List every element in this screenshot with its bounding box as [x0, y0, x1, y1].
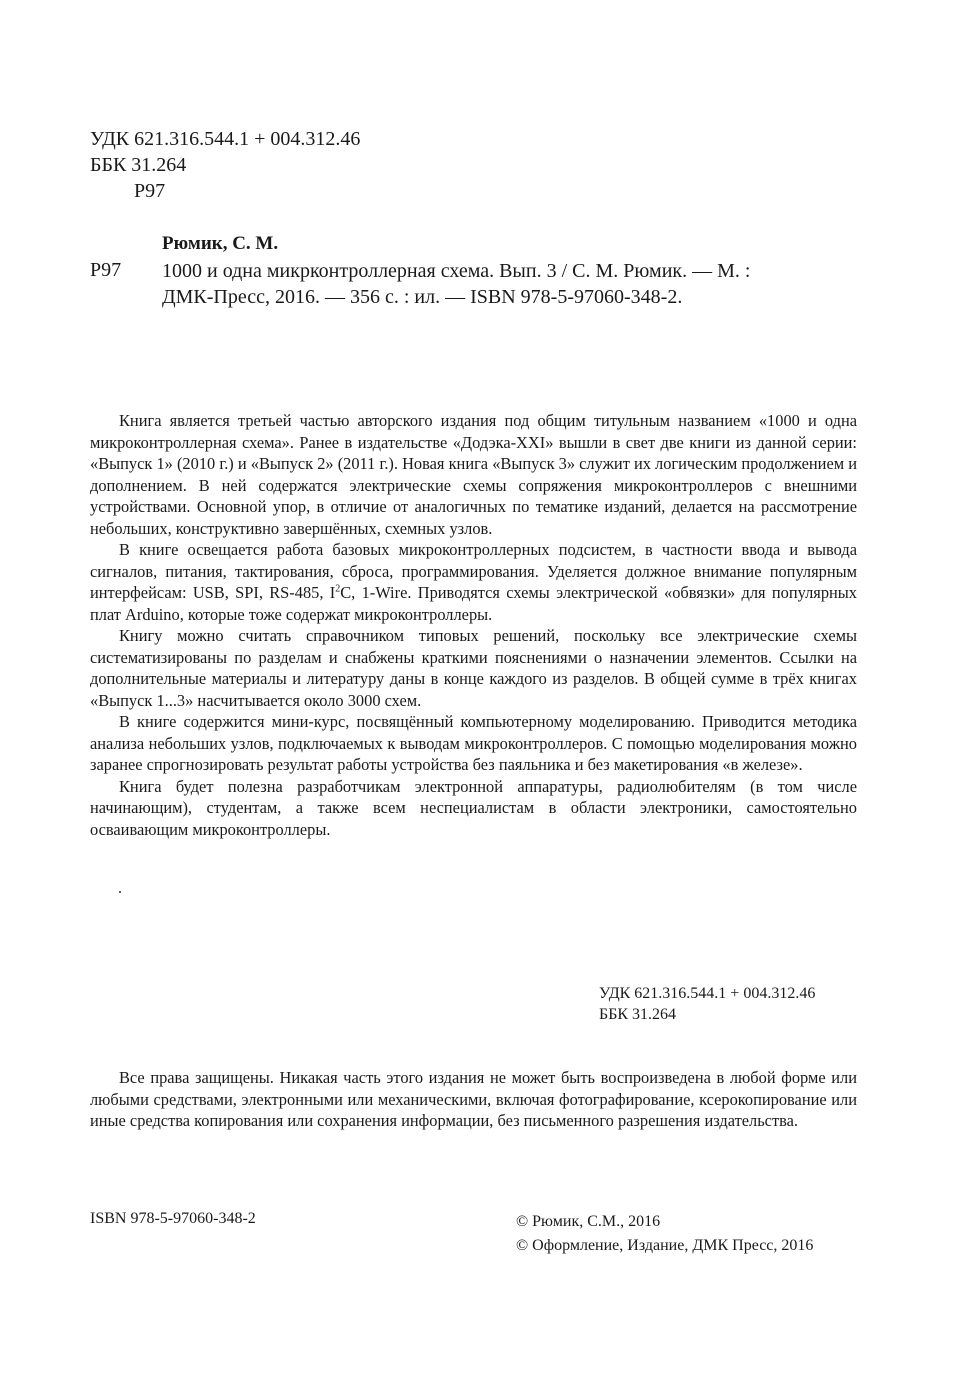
annotation-text: В книге освещается работа базовых микроконтроллерных подсистем, в частности ввода и вывода сигналов, питания, тактирования, сброса, программирования. Уделяется должное внимание популярным интерфейсам: USB, SPI, RS-485, I — [90, 540, 857, 602]
copyright-block — [516, 1210, 813, 1258]
author-name: Рюмик, С. М. — [162, 233, 279, 254]
annotation — [90, 410, 857, 840]
biblio-line-1: 1000 и одна микрконтроллерная схема. Вып. 3 / С. М. Рюмик. — М. : — [162, 260, 751, 282]
superscript: 2 — [335, 583, 341, 595]
author-mark-left: Р97 — [90, 259, 122, 281]
annotation-paragraph: Книга является третьей частью авторского издания под общим титульным названием «1000 и одна микроконтроллерная схема». Ранее в издательстве «Додэка-XXI» вышли в свет две книги из данной серии: «Выпуск 1» (2010 г.) и «Выпуск 2» (2011 г.). Новая книга «Выпуск 3» служит их логическим продолжением и дополнением. В ней содержатся электрические схемы сопряжения микроконтроллеров с внешними устройствами. Основной упор, в отличие от аналогичных по тематике изданий, делается на рассмотрение небольших, конструктивно завершённых, схемных узлов. — [90, 411, 857, 538]
classification-codes-bottom — [599, 983, 815, 1025]
annotation-paragraph: Книгу можно считать справочником типовых решений, поскольку все электрические схемы систематизированы по разделам и снабжены краткими пояснениями о назначении элементов. Ссылки на дополнительные материалы и литературу даны в конце каждого из разделов. В общей сумме в трёх книгах «Выпуск 1...3» насчитывается около 3000 схем. — [90, 626, 857, 710]
stray-dot: . — [118, 880, 122, 897]
biblio-line-2: ДМК-Пресс, 2016. — 356 с. : ил. — ISBN 978-5-97060-348-2. — [162, 286, 683, 308]
bibliographic-description — [162, 258, 802, 310]
rights-notice: Все права защищены. Никакая часть этого издания не может быть воспроизведена в любой форме или любыми средствами, электронными или механическими, включая фотографирование, ксерокопирование или иные средства копирования или сохранения информации, без письменного разрешения издательства. — [90, 1068, 857, 1130]
udk-code-bottom: УДК 621.316.544.1 + 004.312.46 — [599, 985, 816, 1002]
classification-codes-top — [90, 126, 360, 204]
udk-code: УДК 621.316.544.1 + 004.312.46 — [90, 128, 361, 150]
bbk-code: ББК 31.264 — [90, 154, 187, 176]
annotation-paragraph: Книга будет полезна разработчикам электронной аппаратуры, радиолюбителям (в том числе начинающим), студентам, а также всем неспециалистам в области электроники, самостоятельно осваивающим микроконтроллеры. — [90, 776, 857, 839]
annotation-paragraph — [90, 539, 857, 625]
bbk-code-bottom: ББК 31.264 — [599, 1006, 677, 1023]
copyright-author: © Рюмик, С.М., 2016 — [516, 1213, 661, 1230]
copyright-publisher: © Оформление, Издание, ДМК Пресс, 2016 — [516, 1237, 814, 1254]
author-mark: Р97 — [134, 180, 166, 202]
annotation-paragraph: В книге содержится мини-курс, посвящённый компьютерному моделированию. Приводится методика анализа небольших узлов, подключаемых к выводам микроконтроллеров. С помощью моделирования можно заранее спрогнозировать результат работы устройства без паяльника и без макетирования «в железе». — [90, 712, 857, 774]
annotation-text: C, 1-Wire. Приводятся схемы электрической «обвязки» для популярных плат Arduino, которые тоже содержат микроконтроллеры. — [90, 583, 858, 624]
isbn: ISBN 978-5-97060-348-2 — [90, 1210, 256, 1227]
